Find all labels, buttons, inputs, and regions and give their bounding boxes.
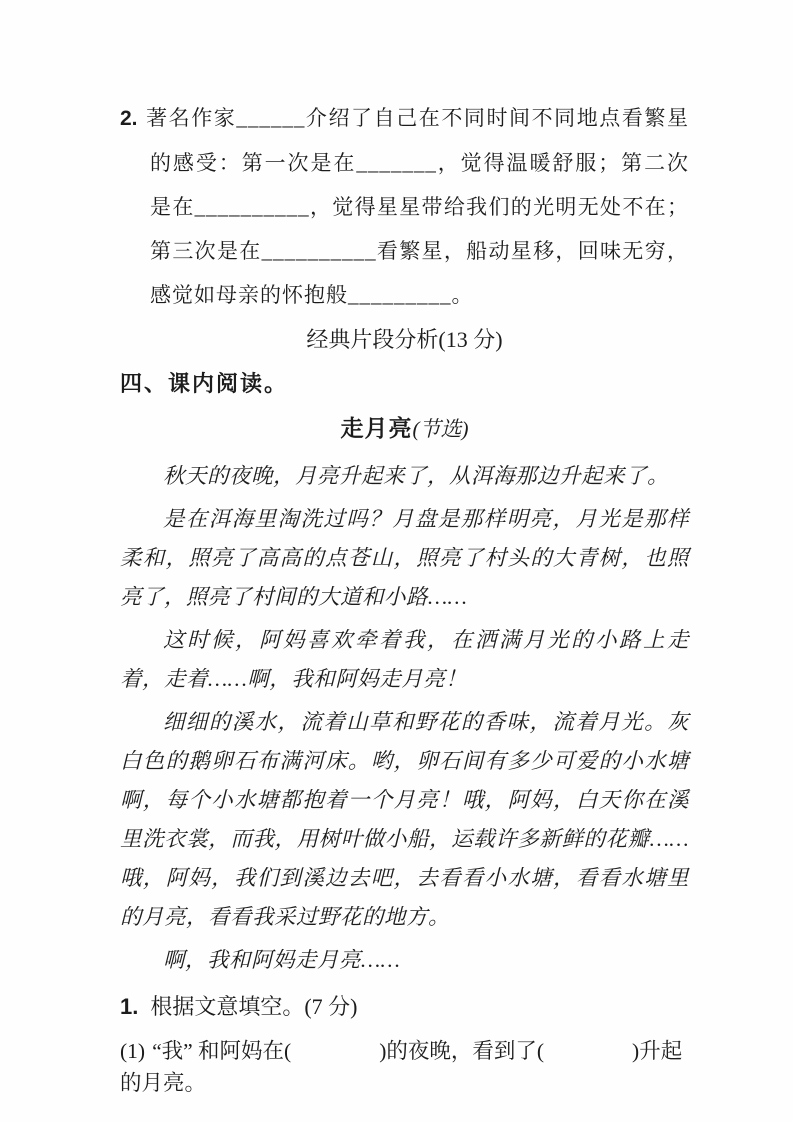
section-4-heading: 四、课内阅读。 [120,371,289,396]
reading-passage [120,457,689,980]
section-banner: 经典片段分析(13 分) [306,327,503,352]
passage-paragraph-1: 秋天的夜晚，月亮升起来了，从洱海那边升起来了。 [163,464,670,488]
question-2-text: 著名作家______介绍了自己在不同时间不同地点看繁星的感受：第一次是在_______，觉得温暖舒服；第二次是在__________，觉得星星带给我们的光明无处不在；第三次是在__________看繁星，船动星移，回味无穷，感觉如母亲的怀抱般_________。 [145,106,689,307]
question-1 [120,992,689,1022]
passage-paragraph-3: 这时候，阿妈喜欢牵着我，在洒满月光的小路上走着，走着……啊，我和阿妈走月亮！ [120,628,689,691]
question-1-number: 1. [120,994,139,1019]
sub-question-segment-1: “我” 和阿妈在( [152,1039,292,1063]
question-1-sub-1 [120,1035,689,1099]
question-2 [120,96,689,317]
passage-paragraph-2: 是在洱海里淘洗过吗？月盘是那样明亮，月光是那样柔和，照亮了高高的点苍山，照亮了村头的大青树，也照亮了，照亮了村间的大道和小路…… [120,507,689,609]
passage-paragraph-4: 细细的溪水，流着山草和野花的香味，流着月光。灰白色的鹅卵石布满河床。哟，卵石间有多少可爱的小水塘啊，每个小水塘都抱着一个月亮！哦，阿妈，白天你在溪里洗衣裳，而我，用树叶做小船，运载许多新鲜的花瓣……哦，阿妈，我们到溪边去吧，去看看小水塘，看看水塘里的月亮，看看我采过野花的地方。 [120,710,689,929]
sub-question-segment-3: )升起的月亮。 [120,1039,683,1095]
passage-title-suffix: (节选) [412,417,469,441]
passage-title [120,412,689,448]
sub-question-number: (1) [120,1039,146,1063]
sub-question-segment-2: )的夜晚，看到了( [379,1039,545,1063]
answer-blank-2 [544,1057,632,1058]
question-1-text: 根据文意填空。(7 分) [150,994,358,1019]
passage-title-text: 走月亮 [340,415,413,441]
question-2-number: 2. [120,107,138,130]
answer-blank-1 [291,1057,379,1058]
passage-paragraph-5: 啊，我和阿妈走月亮…… [163,948,401,972]
